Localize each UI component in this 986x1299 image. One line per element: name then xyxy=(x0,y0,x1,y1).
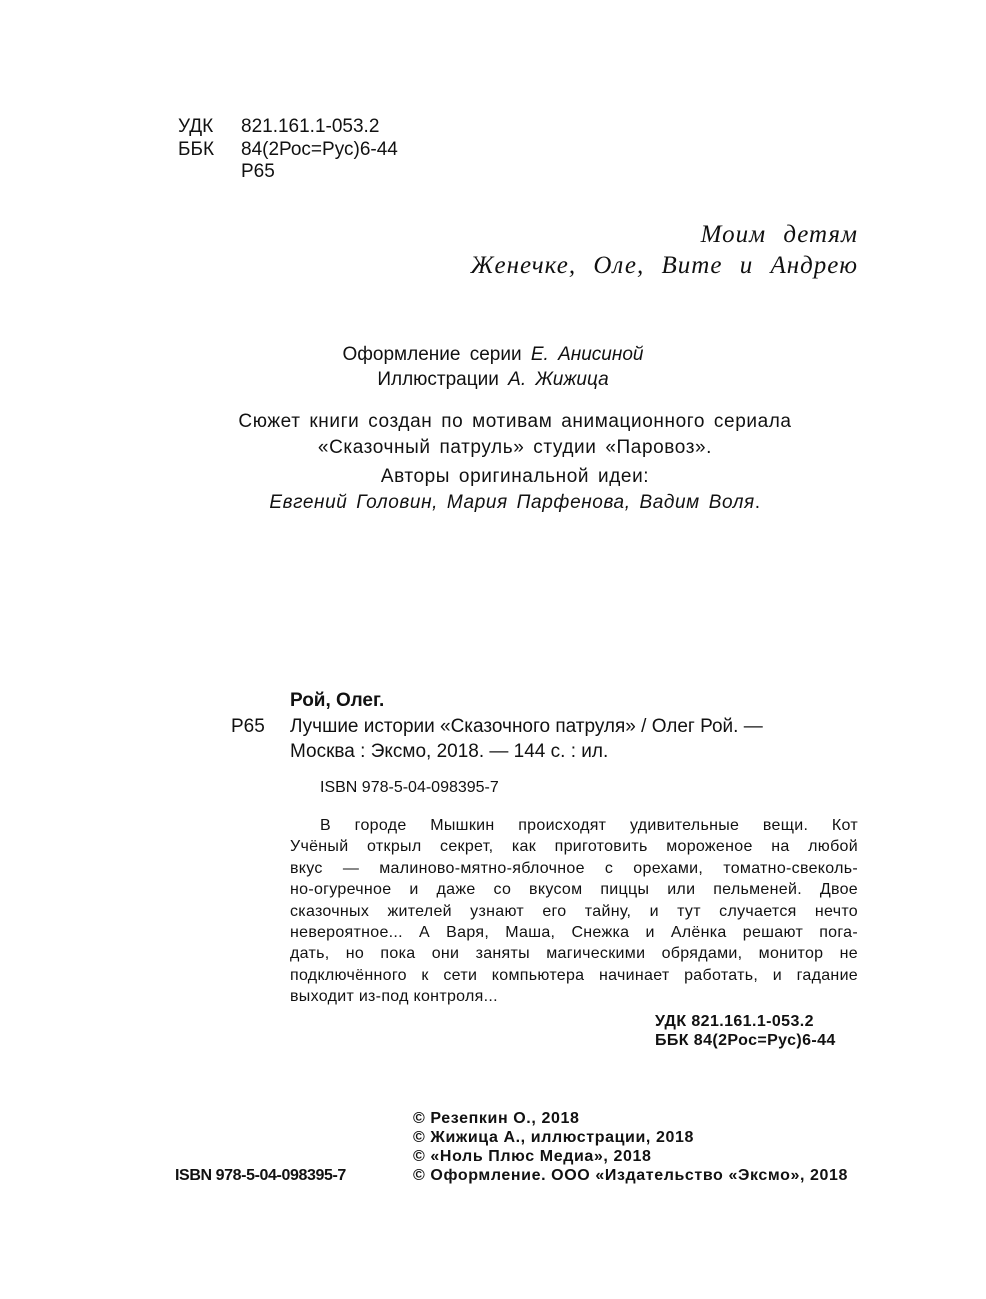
annotation-line: вкус — малиново-мятно-яблочное с орехами, томатно-свеколь- xyxy=(290,859,858,877)
authors-end: . xyxy=(754,492,761,513)
bbk-value: 84(2Рос=Рус)6-44 xyxy=(241,139,398,160)
bbk-label: ББК xyxy=(178,139,215,160)
card-bbk: ББК 84(2Рос=Рус)6-44 xyxy=(655,1032,836,1049)
card-code: Р65 xyxy=(231,716,265,737)
annotation xyxy=(290,815,858,1008)
series-design-credit xyxy=(0,344,986,366)
authors-names: Евгений Головин, Мария Парфенова, Вадим Воля xyxy=(269,492,755,513)
annotation-line: выходит из-под контроля... xyxy=(290,988,498,1006)
isbn-bottom: ISBN 978-5-04-098395-7 xyxy=(175,1167,346,1184)
annotation-line: но-огуречное и даже со вкусом пиццы или пельменей. Двое xyxy=(290,881,858,899)
series-design-name: Е. Анисиной xyxy=(530,344,644,365)
card-title-line-2: Москва : Эксмо, 2018. — 144 с. : ил. xyxy=(290,741,609,762)
copyright-line: © Оформление. ООО «Издательство «Эксмо», 2018 xyxy=(413,1167,849,1184)
illustrations-label: Иллюстрации xyxy=(377,369,499,390)
copyright-line: © «Ноль Плюс Медиа», 2018 xyxy=(413,1148,652,1165)
annotation-line: В городе Мышкин происходят удивительные вещи. Кот xyxy=(320,817,858,834)
card-udk: УДК 821.161.1-053.2 xyxy=(655,1013,814,1030)
author-code: Р65 xyxy=(241,161,275,182)
illustrations-name: А. Жижица xyxy=(508,369,609,390)
series-design-label: Оформление серии xyxy=(342,344,522,365)
udk-label: УДК xyxy=(178,116,214,137)
copyright-line: © Резепкин О., 2018 xyxy=(413,1110,580,1127)
authors-label: Авторы оригинальной идеи: xyxy=(380,466,650,487)
card-author: Рой, Олег. xyxy=(290,690,385,711)
dedication-line-1: Моим детям xyxy=(700,221,858,248)
card-isbn: ISBN 978-5-04-098395-7 xyxy=(320,779,499,796)
card-title-line-1: Лучшие истории «Сказочного патруля» / Олег Рой. — xyxy=(290,716,763,737)
udk-value: 821.161.1-053.2 xyxy=(241,116,380,137)
annotation-line: Учёный открыл секрет, как приготовить мороженое на любой xyxy=(290,838,858,856)
annotation-line: подключённого к сети компьютера начинает работать, и гадание xyxy=(290,966,858,984)
annotation-line: дать, но пока они заняты магическими обрядами, монитор не xyxy=(290,945,858,963)
plot-origin-line-2: «Сказочный патруль» студии «Паровоз». xyxy=(317,437,713,458)
annotation-line: сказочных жителей узнают его тайну, и тут случается нечто xyxy=(290,902,858,920)
illustrations-credit xyxy=(0,369,986,391)
plot-origin-line-1: Сюжет книги создан по мотивам анимационного сериала xyxy=(238,411,792,432)
authors-names-line xyxy=(0,492,986,514)
dedication-line-2: Женечке, Оле, Вите и Андрею xyxy=(470,252,858,279)
copyright-line: © Жижица А., иллюстрации, 2018 xyxy=(413,1129,694,1146)
annotation-line: невероятное... А Варя, Маша, Снежка и Алёнка решают пога- xyxy=(290,924,858,942)
